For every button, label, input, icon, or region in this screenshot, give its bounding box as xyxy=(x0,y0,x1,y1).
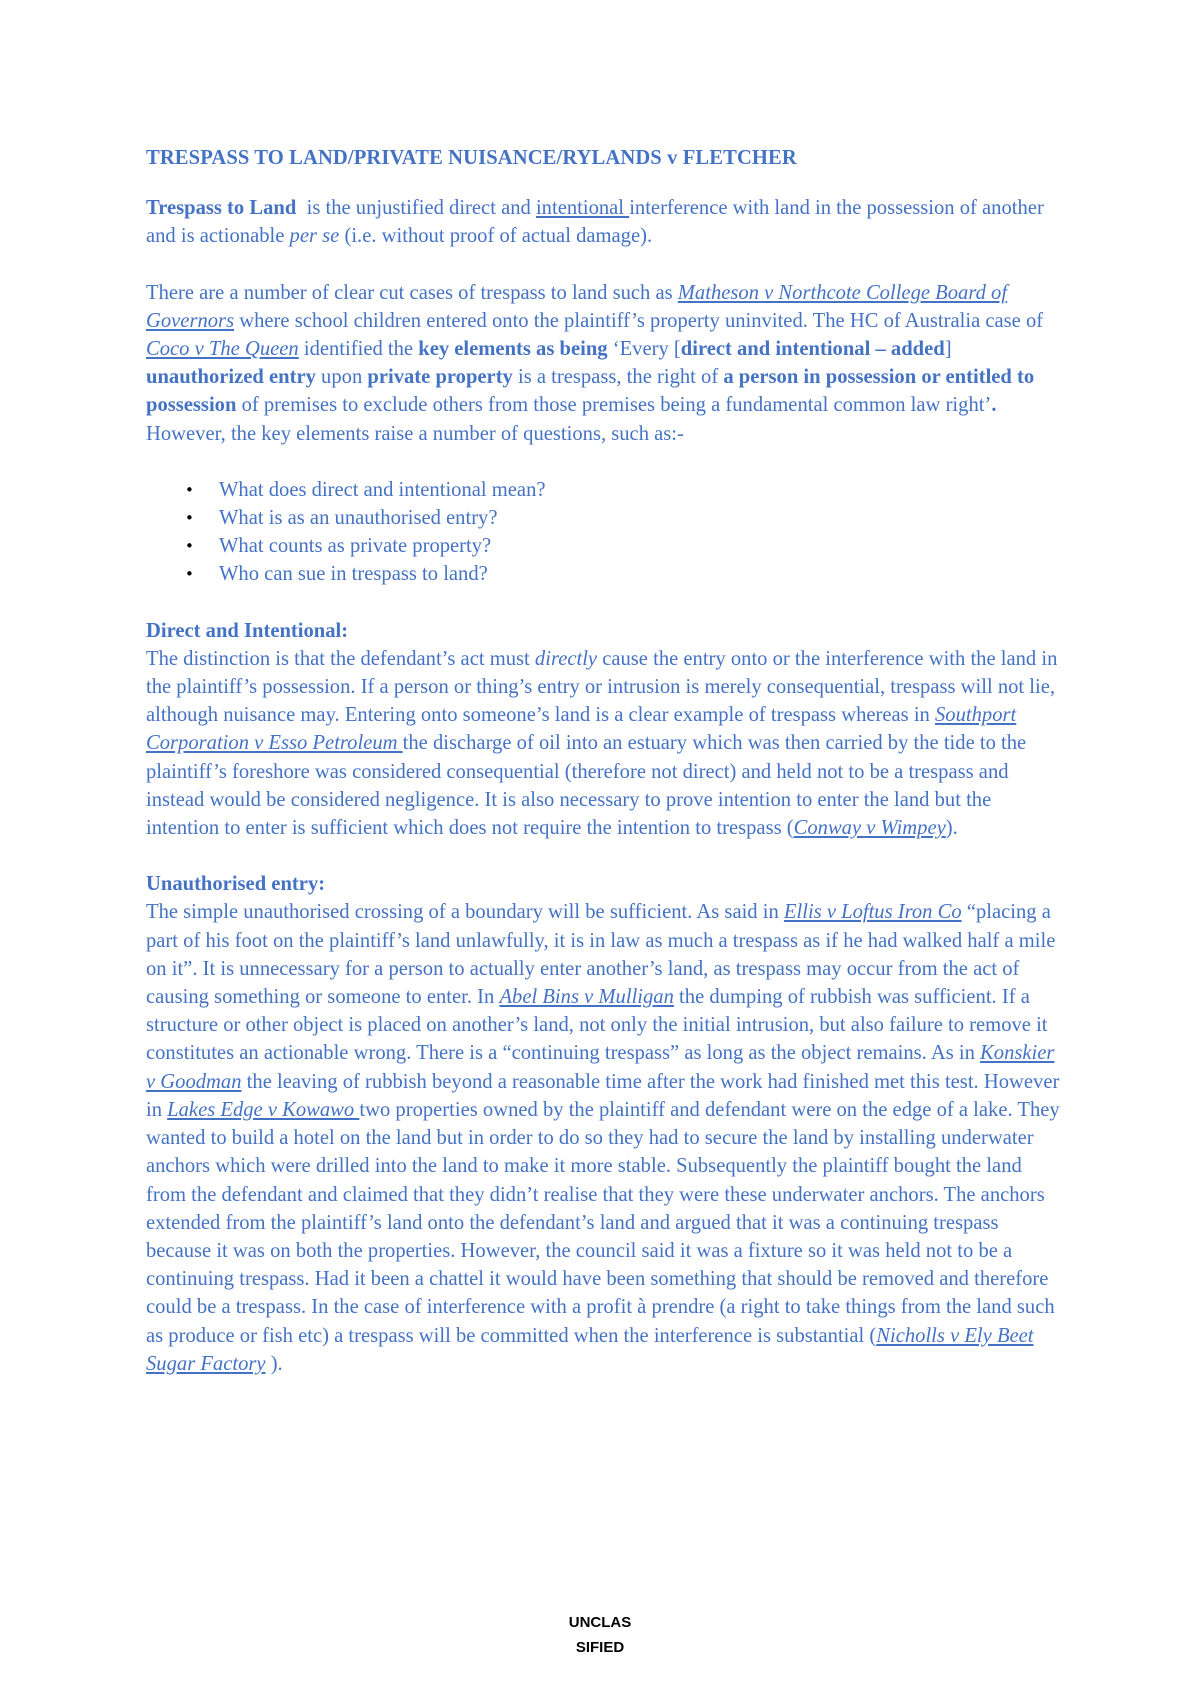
direct-text-3: the discharge of oil into an estuary which was then carried by the tide to the plaintiff’s foreshore was considered consequential (therefore not direct) and held not to be a trespass and instead would be considered negligence. It is also necessary to prove intention to enter the land but the intention to enter is sufficient which does not require the intention to trespass ( xyxy=(146,732,1027,840)
list-item: • Who can sue in trespass to land? xyxy=(219,560,1066,588)
intro-text-2: interference with land in the possession of another and is actionable xyxy=(146,197,1044,248)
bold-key-elements: key elements as being xyxy=(418,338,608,361)
para2-text-2: where school children entered onto the plaintiff’s property uninvited. The HC of Australia case of xyxy=(234,309,1044,332)
unauth-text-3: the dumping of rubbish was sufficient. If a structure or other object is placed on another’s land, not only the initial intrusion, but also failure to remove it constitutes an actionable wrong. There is a “continuing trespass” as long as the object remains. As in xyxy=(146,986,1048,1065)
direct-text-1: The distinction is that the defendant’s act must xyxy=(146,647,535,670)
para2-text-3: identified the xyxy=(298,338,419,361)
classification-footer xyxy=(0,1610,1200,1660)
case-matheson: Matheson v Northcote College Board of Governors xyxy=(146,281,1008,332)
case-conway: Conway v Wimpey xyxy=(793,817,946,840)
per-se: per se xyxy=(289,225,340,248)
heading-unauthorised-entry: Unauthorised entry: xyxy=(146,873,326,896)
para2-text-9: However, the key elements raise a number of questions, such as:- xyxy=(146,422,684,445)
bold-private-property: private property xyxy=(367,366,513,389)
document-title: TRESPASS TO LAND/PRIVATE NUISANCE/RYLANDS v FLETCHER xyxy=(146,147,797,169)
case-southport: Southport Corporation v Esso Petroleum xyxy=(146,704,1017,755)
unauth-text-1: The simple unauthorised crossing of a boundary will be sufficient. As said in xyxy=(146,901,784,924)
bold-unauthorized-entry: unauthorized entry xyxy=(146,366,316,389)
unauth-text-5: two properties owned by the plaintiff and defendant were on the edge of a lake. They wanted to build a hotel on the land but in order to do so they had to secure the land by installing underwater anchors which were drilled into the land to make it more stable. Subsequently the plaintiff bought the land from the defendant and claimed that they didn’t realise that they were these underwater anchors. The anchors extended from the plaintiff’s land onto the defendant’s land and argued that it was a continuing trespass because it was on both the properties. However, the council said it was a fixture so it was held not to be a continuing trespass. Had it been a chattel it would have been something that should be removed and therefore could be a trespass. In the case of interference with a profit à prendre (a right to take things from the land such as produce or fish etc) a trespass will be committed when the interference is substantial ( xyxy=(146,1098,1060,1347)
bold-period: . xyxy=(991,394,997,417)
list-item: • What counts as private property? xyxy=(219,532,1066,560)
para2-text-8: of premises to exclude others from those premises being a fundamental common law right’ xyxy=(236,394,992,417)
para2-text-1: There are a number of clear cut cases of trespass to land such as xyxy=(146,281,678,304)
unauthorised-entry-paragraph xyxy=(146,898,1066,1377)
list-item: • What is as an unauthorised entry? xyxy=(219,504,1066,532)
footer-line-2: SIFIED xyxy=(575,1639,625,1656)
document-body xyxy=(146,144,1066,1378)
para2-text-7: is a trespass, the right of xyxy=(512,366,724,389)
intro-text-1: is the unjustified direct and xyxy=(296,197,536,220)
para2-text-5: ] xyxy=(944,338,952,361)
direct-text-4: ). xyxy=(945,817,958,840)
unauth-text-6: ). xyxy=(265,1352,283,1375)
intro-text-3: (i.e. without proof of actual damage). xyxy=(339,225,653,248)
list-item: • What does direct and intentional mean? xyxy=(219,476,1066,504)
case-coco: Coco v The Queen xyxy=(146,338,299,361)
para2-text-6: upon xyxy=(315,366,368,389)
heading-direct-intentional: Direct and Intentional: xyxy=(146,619,349,642)
footer-line-1: UNCLAS xyxy=(568,1614,632,1631)
case-konskier: Konskier v Goodman xyxy=(146,1042,1055,1093)
bold-person-in-possession: a person in possession or entitled to possession xyxy=(146,366,1035,417)
term-trespass-to-land: Trespass to Land xyxy=(146,197,297,220)
case-lakes-edge: Lakes Edge v Kowawo xyxy=(167,1098,360,1121)
clear-cut-cases-paragraph xyxy=(146,279,1066,448)
direct-text-2: cause the entry onto or the interference with the land in the plaintiff’s possession. If a person or thing’s entry or intrusion is merely consequential, trespass will not lie, although nuisance may. Entering onto someone’s land is a clear example of trespass whereas in xyxy=(146,647,1058,727)
para2-text-4: ‘Every [ xyxy=(607,338,681,361)
intro-paragraph xyxy=(146,194,1066,250)
case-ellis: Ellis v Loftus Iron Co xyxy=(783,901,962,924)
directly-italic: directly xyxy=(534,647,598,670)
case-abel-bins: Abel Bins v Mulligan xyxy=(499,986,674,1009)
intentional-underlined: intentional xyxy=(535,197,630,220)
unauth-text-4: the leaving of rubbish beyond a reasonable time after the work had finished met this test. However in xyxy=(146,1070,1060,1121)
bold-direct-intentional: direct and intentional – added xyxy=(680,338,945,361)
direct-intentional-paragraph xyxy=(146,645,1066,842)
questions-list xyxy=(146,476,1066,589)
case-nicholls: Nicholls v Ely Beet Sugar Factory xyxy=(146,1324,1034,1375)
unauth-text-2: “placing a part of his foot on the plaintiff’s land unlawfully, it is in law as much a trespass as if he had walked half a mile on it”. It is unnecessary for a person to actually enter another’s land, as trespass may occur from the act of causing something or someone to enter. In xyxy=(146,901,1056,1009)
